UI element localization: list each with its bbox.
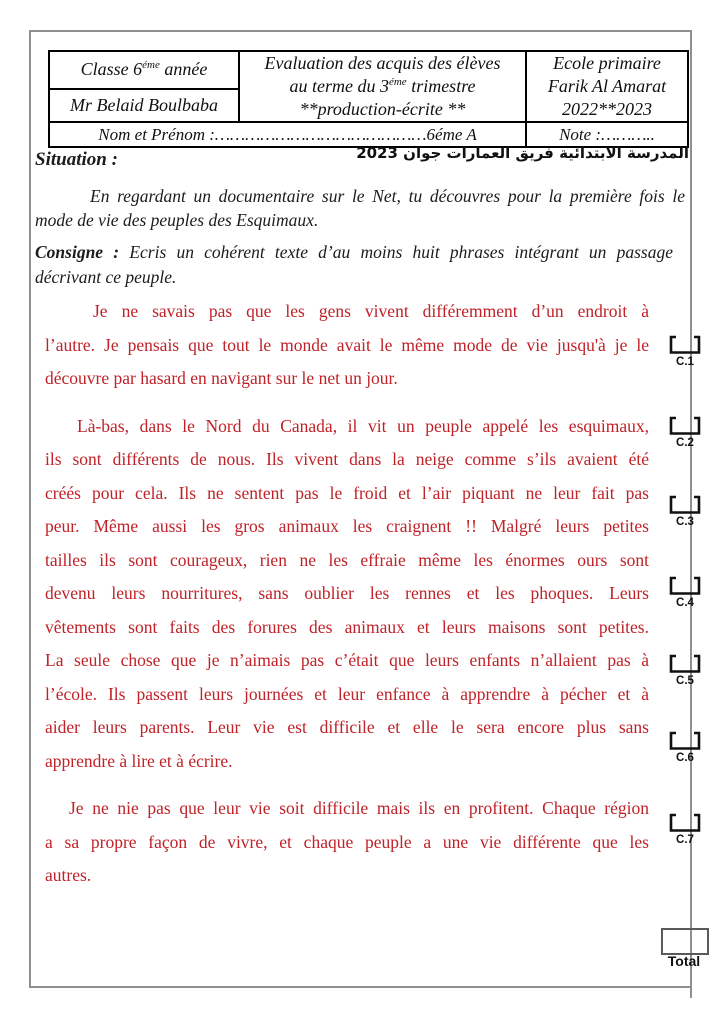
bracket-icon <box>667 335 703 355</box>
margin-marker-c5 <box>667 654 703 688</box>
marker-label: C.1 <box>676 356 694 368</box>
essay-line: peur. Même aussi les gros animaux les craignent !! Malgré leurs petites <box>45 516 649 536</box>
margin-marker-c3 <box>667 495 703 529</box>
essay-paragraph-2 <box>45 410 649 779</box>
essay-paragraph-3 <box>45 792 649 893</box>
essay-line: l’école. Ils passent leurs journées et leur enfance à apprendre à pécher et à <box>45 683 649 704</box>
bracket-icon <box>667 495 703 515</box>
situation-line: En regardant un documentaire sur le Net, tu découvres pour la première fois le <box>90 186 685 206</box>
consigne-line <box>35 240 673 265</box>
consigne-text: Ecris un cohérent texte d’au moins huit phrases intégrant un passage <box>119 242 673 262</box>
cell-school <box>526 51 688 122</box>
margin-marker-c2 <box>667 416 703 450</box>
evaluation-line3: **production-écrite ** <box>299 99 466 119</box>
essay-line: aider leurs parents. Leur vie est difficile et elle le sera encore plus sans <box>45 717 649 737</box>
cell-evaluation-title <box>239 51 526 122</box>
evaluation-line1: Evaluation des acquis des élèves <box>264 53 501 73</box>
essay-line: a sa propre façon de vivre, et chaque peuple a une vie différente que les <box>45 831 649 852</box>
school-line2: Farik Al Amarat <box>547 76 667 96</box>
marker-label: C.4 <box>676 597 694 609</box>
cell-nom-prenom: Nom et Prénom :……………………………………6éme A <box>49 122 526 147</box>
margin-marker-c7 <box>667 813 703 847</box>
situation-label: Situation : <box>35 149 118 170</box>
marker-label: C.7 <box>676 834 694 846</box>
essay-line: autres. <box>45 865 92 885</box>
total-score-box <box>661 928 709 955</box>
essay-line: ils sont différents de nous. Ils vivent dans la neige comme s’ils avaient été <box>45 449 649 469</box>
bracket-icon <box>667 576 703 596</box>
essay-paragraph-1 <box>45 295 649 396</box>
school-year: 2022**2023 <box>562 99 652 119</box>
marker-label: C.6 <box>676 752 694 764</box>
margin-marker-c6 <box>667 731 703 765</box>
essay-line: Je ne nie pas que leur vie soit difficile mais ils en profitent. Chaque région <box>69 798 649 818</box>
margin-marker-c4 <box>667 576 703 610</box>
header-table <box>48 50 689 148</box>
marker-label: C.5 <box>676 675 694 687</box>
student-essay <box>45 295 649 893</box>
classe-post: année <box>159 59 208 80</box>
essay-line: La seule chose que je n’aimais pas c’était que leurs enfants n’allaient pas à <box>45 650 649 670</box>
essay-line: Je ne savais pas que les gens vivent différemment d’un endroit à <box>93 301 649 321</box>
evaluation-line2-sup: éme <box>388 76 407 88</box>
bracket-icon <box>667 654 703 674</box>
essay-line: devenu leurs nourritures, sans oublier les rennes et les phoques. Leurs <box>45 583 649 603</box>
marker-label: C.3 <box>676 516 694 528</box>
essay-line: Là-bas, dans le Nord du Canada, il vit un peuple appelé les esquimaux, <box>77 415 649 436</box>
evaluation-line2-pre: au terme du 3 <box>289 76 389 96</box>
bracket-icon <box>667 813 703 833</box>
situation-paragraph <box>35 184 685 232</box>
marker-label: C.2 <box>676 437 694 449</box>
margin-marker-c1 <box>667 335 703 369</box>
essay-line: découvre par hasard en navigant sur le net un jour. <box>45 368 398 388</box>
consigne-label: Consigne : <box>35 242 120 262</box>
school-line1: Ecole primaire <box>553 53 661 73</box>
bracket-icon <box>667 416 703 436</box>
evaluation-line2 <box>242 75 523 98</box>
cell-classe <box>49 51 239 89</box>
total-label: Total <box>667 953 701 969</box>
essay-line: créés pour cela. Ils ne sentent pas le froid et l’air piquant ne leur fait pas <box>45 482 649 503</box>
cell-note: Note :……….. <box>526 122 688 147</box>
arabic-school-line: المدرسة الابتدائية فريق العمارات جوان 2023 <box>356 144 689 162</box>
consigne-line: décrivant ce peuple. <box>35 267 177 287</box>
page-border-stub <box>690 986 692 998</box>
essay-line: tailles ils sont courageux, rien ne les effraie même les énormes ours sont <box>45 549 649 570</box>
situation-line: mode de vie des peuples des Esquimaux. <box>35 210 319 230</box>
classe-text: Classe 6 <box>80 59 143 80</box>
cell-teacher: Mr Belaid Boulbaba <box>49 89 239 122</box>
essay-line: apprendre à lire et à écrire. <box>45 750 233 771</box>
consigne-paragraph <box>35 240 673 290</box>
evaluation-line2-post: trimestre <box>406 76 476 96</box>
bracket-icon <box>667 731 703 751</box>
essay-line: l’autre. Je pensais que tout le monde avait le même mode de vie jusqu'à je le <box>45 334 649 355</box>
classe-sup: éme <box>142 59 160 72</box>
essay-line: vêtements sont faits des forures des animaux et leurs maisons sont petites. <box>45 616 649 637</box>
